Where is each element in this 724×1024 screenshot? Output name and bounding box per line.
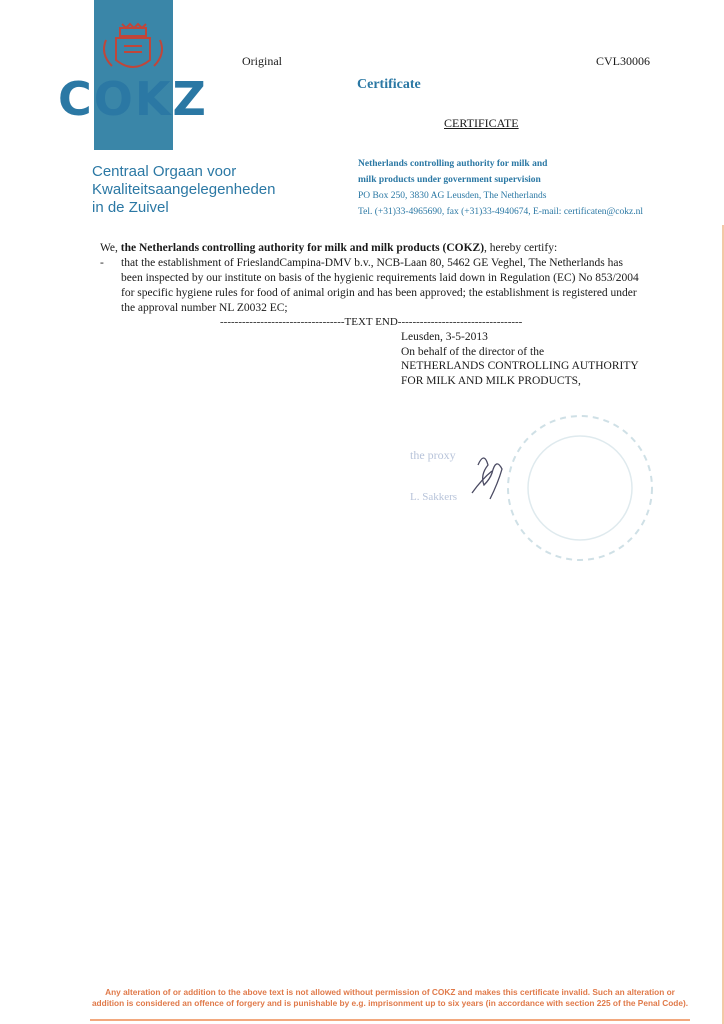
- item-line: that the establishment of FrieslandCampina-DMV b.v., NCB-Laan 80, 5462 GE Veghel, The Netherlands has: [121, 257, 623, 269]
- certificate-heading: CERTIFICATE: [444, 116, 519, 130]
- signatory-name: L. Sakkers: [410, 491, 458, 503]
- org-name-line: Centraal Orgaan voor: [92, 163, 237, 180]
- statement-prefix: We,: [100, 242, 121, 254]
- logo-wordmark: COKZ: [58, 72, 208, 126]
- item-line: been inspected by our institute on basis of the hygienic requirements laid down in Regulation (EC) No 853/2004: [121, 272, 639, 284]
- behalf-line: On behalf of the director of the: [401, 345, 545, 358]
- certify-item: [100, 256, 680, 316]
- proxy-label: the proxy: [410, 448, 456, 462]
- text-end-marker: ----------------------------------TEXT END----------------------------------: [220, 316, 523, 328]
- authority-name-line: NETHERLANDS CONTROLLING AUTHORITY: [401, 360, 639, 372]
- item-line: the approval number NL Z0032 EC;: [121, 302, 288, 314]
- place-date: Leusden, 3-5-2013: [401, 331, 488, 343]
- list-dash: -: [100, 257, 104, 269]
- signature-icon: [440, 445, 530, 505]
- authority-name-line: FOR MILK AND MILK PRODUCTS,: [401, 374, 581, 387]
- footer-divider: [90, 1019, 690, 1021]
- original-label: Original: [242, 54, 282, 68]
- certificate-title: Certificate: [357, 77, 421, 92]
- authority-address: PO Box 250, 3830 AG Leusden, The Netherlands: [358, 191, 547, 201]
- crest-icon: [98, 20, 168, 76]
- notice-line: Any alteration of or addition to the above text is not allowed without permission of COKZ and makes this certificate invalid. Such an alteration or: [105, 987, 675, 997]
- organization-name: [92, 163, 302, 217]
- authority-line: Netherlands controlling authority for milk and: [358, 159, 548, 169]
- org-name-line: in de Zuivel: [92, 199, 169, 216]
- notice-line: addition is considered an offence of forgery and is punishable by e.g. imprisonment up to six years (in accordance with section 225 of the Penal Code).: [91, 998, 689, 1008]
- org-name-line: Kwaliteitsaangelegenheden: [92, 181, 276, 198]
- certificate-body: [100, 241, 680, 316]
- authority-contact: Tel. (+31)33-4965690, fax (+31)33-4940674, E-mail: certificaten@cokz.nl: [358, 207, 643, 217]
- legal-notice: [90, 987, 690, 1009]
- item-line: for specific hygiene rules for food of animal origin and has been approved; the establishment is registered under: [121, 287, 637, 299]
- statement-suffix: , hereby certify:: [484, 242, 558, 254]
- signoff-block: [401, 330, 639, 388]
- authority-line: milk products under government supervision: [358, 175, 541, 185]
- statement-authority: the Netherlands controlling authority for milk and milk products (COKZ): [120, 242, 485, 254]
- authority-block: [358, 156, 698, 220]
- certify-statement: [100, 241, 680, 256]
- certificate-number: CVL30006: [596, 54, 650, 68]
